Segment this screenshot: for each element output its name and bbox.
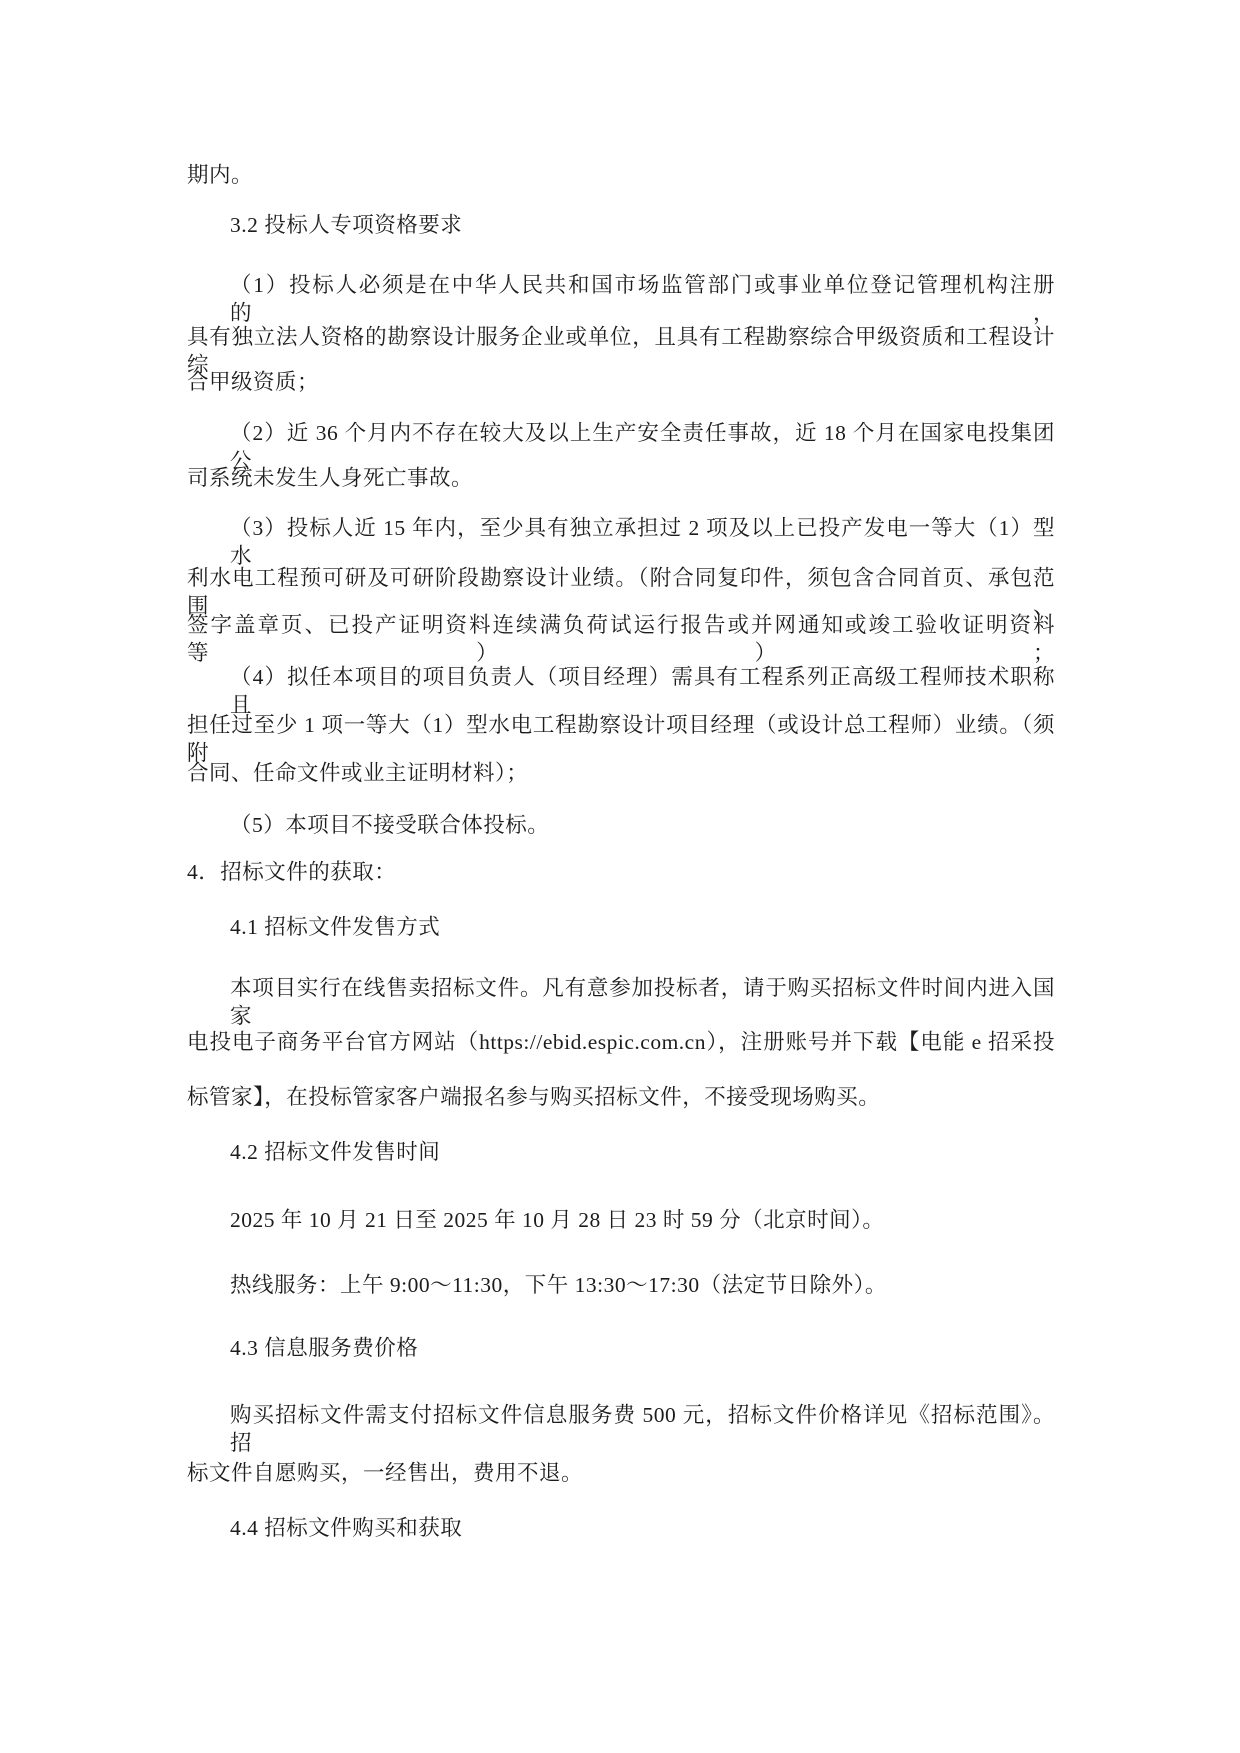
text-line: 合同、任命文件或业主证明材料）； (187, 761, 529, 785)
text-line: 本项目实行在线售卖招标文件。凡有意参加投标者，请于购买招标文件时间内进入国家 (230, 976, 1055, 1028)
text-line: 标文件自愿购买，一经售出，费用不退。 (187, 1461, 584, 1485)
text-line: 担任过至少 1 项一等大（1）型水电工程勘察设计项目经理（或设计总工程师）业绩。（须附 (187, 713, 1055, 765)
text-line: 热线服务：上午 9:00～11:30，下午 13:30～17:30（法定节日除外）。 (230, 1273, 887, 1297)
section-heading-4-3: 4.3 信息服务费价格 (230, 1336, 419, 1360)
section-heading-4-4: 4.4 招标文件购买和获取 (230, 1516, 463, 1540)
text-line: （4）拟任本项目的项目负责人（项目经理）需具有工程系列正高级工程师技术职称且 (230, 665, 1055, 717)
text-line: 购买招标文件需支付招标文件信息服务费 500 元，招标文件价格详见《招标范围》。招 (230, 1403, 1055, 1455)
text-line: 合甲级资质； (187, 370, 320, 394)
text-line: 具有独立法人资格的勘察设计服务企业或单位，且具有工程勘察综合甲级资质和工程设计综 (187, 325, 1055, 377)
text-line: （5）本项目不接受联合体投标。 (230, 813, 550, 837)
section-heading-4-2: 4.2 招标文件发售时间 (230, 1140, 441, 1164)
section-heading-4-1: 4.1 招标文件发售方式 (230, 915, 441, 939)
text-line: 利水电工程预可研及可研阶段勘察设计业绩。（附合同复印件，须包含合同首页、承包范围、 (187, 566, 1055, 618)
section-heading-3-2: 3.2 投标人专项资格要求 (230, 213, 463, 237)
text-line: （3）投标人近 15 年内，至少具有独立承担过 2 项及以上已投产发电一等大（1）型水 (230, 516, 1055, 568)
text-line: 电投电子商务平台官方网站（https://ebid.espic.com.cn），注册账号并下载【电能 e 招采投 (187, 1030, 1055, 1054)
text-line: 标管家】，在投标管家客户端报名参与购买招标文件，不接受现场购买。 (187, 1085, 881, 1109)
text-line: （1）投标人必须是在中华人民共和国市场监管部门或事业单位登记管理机构注册的， (230, 273, 1055, 325)
text-line: 司系统未发生人身死亡事故。 (187, 466, 474, 490)
text-line: 签字盖章页、已投产证明资料连续满负荷试运行报告或并网通知或竣工验收证明资料等））； (187, 613, 1055, 665)
text-line: 2025 年 10 月 21 日至 2025 年 10 月 28 日 23 时 59 分（北京时间）。 (230, 1208, 885, 1232)
text-line: （2）近 36 个月内不存在较大及以上生产安全责任事故，近 18 个月在国家电投集团公 (230, 421, 1055, 473)
text-line: 期内。 (187, 163, 254, 187)
section-heading-4: 4．招标文件的获取： (187, 860, 397, 884)
